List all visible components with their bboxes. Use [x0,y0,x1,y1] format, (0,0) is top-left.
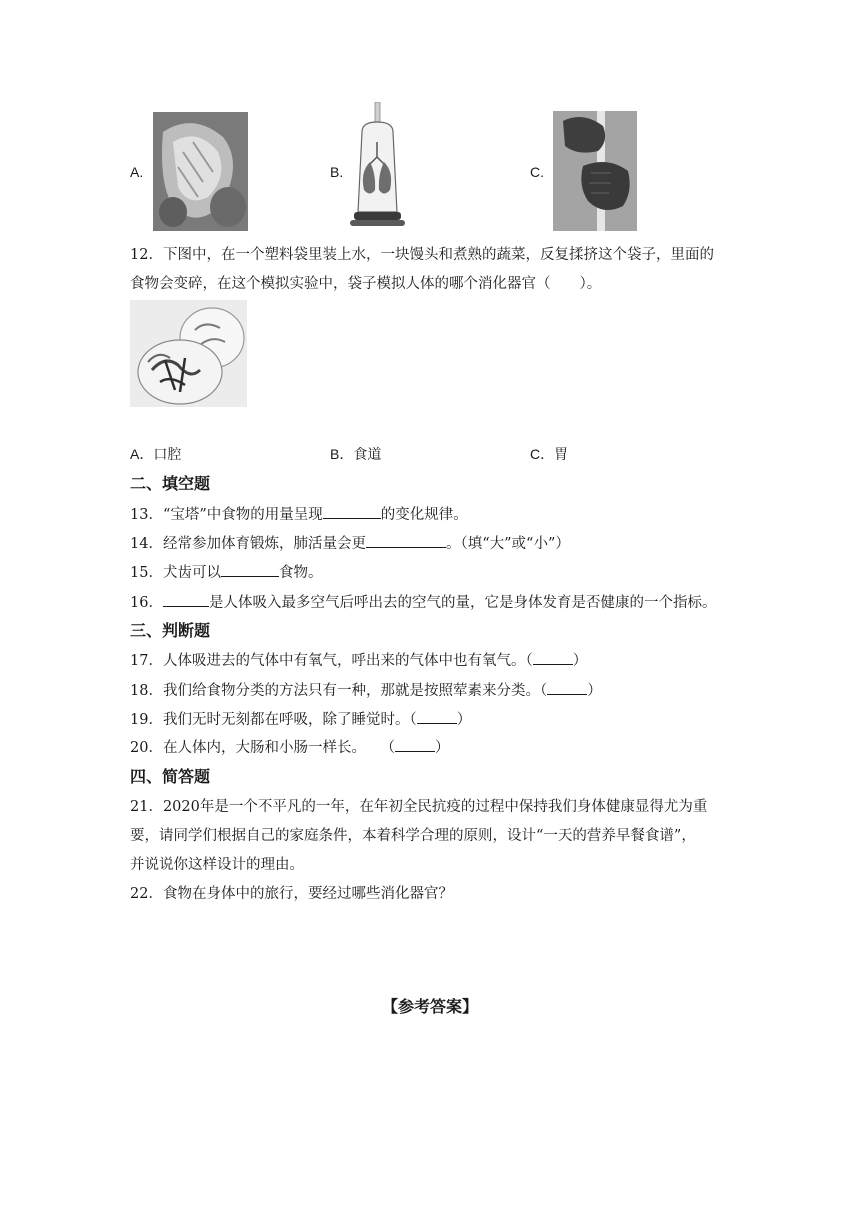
q14 [130,533,570,554]
q14-text-after: 。（填“大”或“小”） [445,536,570,552]
q12-option-c-text: 胃 [554,447,569,463]
q12-option-a-label: A． [130,446,154,462]
q13-text-after: 的变化规律。 [380,507,468,523]
q12-option-b-label: B． [330,446,354,462]
q16-blank[interactable] [163,592,209,607]
q15 [130,562,322,583]
q18-close: ） [587,683,602,699]
q21-text-line1: 21．2020年是一个不平凡的一年，在年初全民抗疫的过程中保持我们身体健康显得尤为重 [130,799,708,815]
q16-text-after: 是人体吸入最多空气后呼出去的空气的量，它是身体发育是否健康的一个指标。 [208,595,717,611]
q12-option-a [130,444,181,465]
q21-text-line3: 并说说你这样设计的理由。 [130,857,304,873]
q20-text: 20．在人体内，大肠和小肠一样长。 （ [130,740,395,756]
q17-blank[interactable] [533,650,573,665]
section4-title: 四、简答题 [130,767,211,786]
q22-text: 22．食物在身体中的旅行，要经过哪些消化器官？ [130,886,453,902]
section3-title: 三、判断题 [130,621,211,640]
q12-option-c-label: C． [530,446,555,462]
q12-text-line2: 食物会变碎，在这个模拟实验中，袋子模拟人体的哪个消化器官（ ）。 [130,276,602,292]
q18 [130,680,602,701]
q20-blank[interactable] [395,737,435,752]
q17-text: 17．人体吸进去的气体中有氧气，呼出来的气体中也有氧气。（ [130,653,533,669]
hand-grip-rod-photo [553,111,637,231]
q17 [130,650,587,671]
q11-option-c-label: C. [530,164,544,180]
q19 [130,709,471,730]
q16-text-before: 16． [130,595,163,611]
q19-close: ） [456,712,472,728]
lung-bell-jar-model [350,102,405,230]
q14-text-before: 14．经常参加体育锻炼，肺活量会更 [130,536,366,552]
q13-blank[interactable] [323,504,381,519]
section2-title: 二、填空题 [130,474,211,493]
q13-text-before: 13．“宝塔”中食物的用量呈现 [130,507,323,523]
cabbage-photo [153,112,248,231]
q12-text-line1: 12．下图中，在一个塑料袋里装上水，一块馒头和煮熟的蔬菜，反复揉挤这个袋子，里面的 [130,247,714,263]
q11-option-b-label: B. [330,164,344,180]
q13 [130,504,468,525]
q11-option-a-label: A. [130,164,144,180]
q12-option-c [530,444,568,465]
q17-close: ） [572,653,588,669]
answer-key-title: 【参考答案】 [381,997,478,1016]
plastic-bag-food-photo [130,300,247,407]
q15-text-before: 15．犬齿可以 [130,565,221,581]
q20 [130,737,449,758]
q12-option-b-text: 食道 [353,447,382,463]
q21-text-line2: 要，请同学们根据自己的家庭条件，本着科学合理的原则，设计“一天的营养早餐食谱”， [130,828,696,844]
q16 [130,592,716,613]
q18-blank[interactable] [547,680,587,695]
q15-text-after: 食物。 [278,565,323,581]
q19-blank[interactable] [417,709,457,724]
q18-text: 18．我们给食物分类的方法只有一种，那就是按照荤素来分类。（ [130,683,548,699]
q12-option-a-text: 口腔 [153,447,182,463]
q19-text: 19．我们无时无刻都在呼吸，除了睡觉时。（ [130,712,417,728]
q20-close: ） [434,740,450,756]
q14-blank[interactable] [366,533,446,548]
q15-blank[interactable] [221,562,279,577]
q12-option-b [330,444,381,465]
